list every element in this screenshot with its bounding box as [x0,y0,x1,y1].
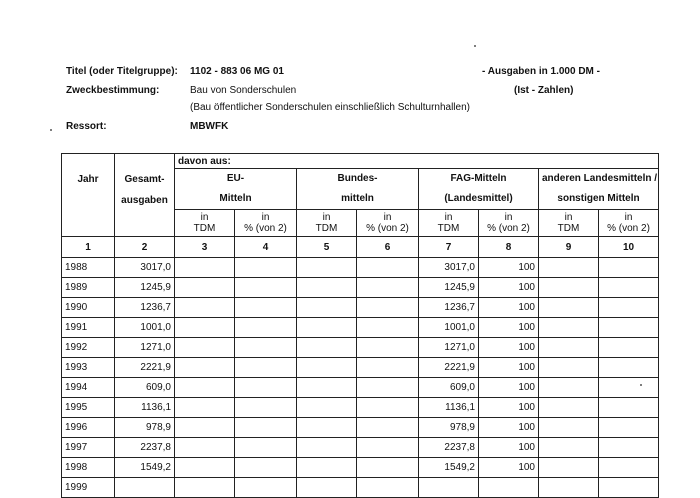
cell-eu-tdm [175,338,235,358]
cell-eu-tdm [175,378,235,398]
cell-eu-tdm [175,258,235,278]
col-number: 8 [479,237,539,258]
cell-bund-pct [357,378,419,398]
col-number: 4 [235,237,297,258]
cell-fag-tdm: 1271,0 [419,338,479,358]
cell-fag-pct: 100 [479,338,539,358]
sub-in: in [564,212,573,223]
titel-label: Titel (oder Titelgruppe): [66,66,178,77]
cell-eu-pct [235,478,297,498]
cell-gesamt: 1136,1 [115,398,175,418]
cell-jahr: 1991 [62,318,115,338]
cell-fag-tdm [419,478,479,498]
cell-gesamt: 1245,9 [115,278,175,298]
cell-fag-pct: 100 [479,418,539,438]
cell-jahr: 1995 [62,398,115,418]
sub-in: in [200,212,209,223]
cell-fag-tdm: 609,0 [419,378,479,398]
cell-andere-pct [599,298,659,318]
cell-gesamt: 1549,2 [115,458,175,478]
sub-bund-pct [357,210,419,237]
table-row [62,378,659,398]
cell-andere-pct [599,278,659,298]
cell-bund-pct [357,338,419,358]
col-number: 3 [175,237,235,258]
table-row [62,338,659,358]
cell-fag-pct: 100 [479,438,539,458]
col-number: 1 [62,237,115,258]
cell-gesamt: 978,9 [115,418,175,438]
cell-bund-tdm [297,458,357,478]
davon-aus-header: davon aus: [175,154,659,169]
group-fag-line1: FAG-Mitteln [450,173,507,184]
col-gesamt-line1: Gesamt- [124,174,165,185]
cell-eu-tdm [175,398,235,418]
cell-andere-tdm [539,458,599,478]
cell-eu-pct [235,278,297,298]
cell-bund-tdm [297,378,357,398]
cell-fag-tdm: 1236,7 [419,298,479,318]
cell-andere-tdm [539,358,599,378]
cell-bund-pct [357,298,419,318]
cell-andere-tdm [539,438,599,458]
cell-eu-tdm [175,478,235,498]
cell-jahr: 1999 [62,478,115,498]
cell-gesamt [115,478,175,498]
cell-fag-pct: 100 [479,258,539,278]
col-gesamt-line2: ausgaben [121,195,168,206]
sub-von2: % (von 2) [607,223,650,234]
cell-fag-pct: 100 [479,458,539,478]
header-row-1 [62,154,659,169]
scan-speck [474,45,476,47]
sub-von2: % (von 2) [244,223,287,234]
cell-gesamt: 2221,9 [115,358,175,378]
cell-andere-tdm [539,318,599,338]
sub-eu-pct [235,210,297,237]
cell-fag-tdm: 1001,0 [419,318,479,338]
col-number: 2 [115,237,175,258]
ressort-label: Ressort: [66,121,107,132]
cell-eu-pct [235,418,297,438]
cell-eu-pct [235,358,297,378]
cell-bund-tdm [297,278,357,298]
cell-fag-tdm: 978,9 [419,418,479,438]
sub-andere-tdm [539,210,599,237]
sub-in: in [624,212,633,223]
group-bund-header [297,169,419,210]
cell-jahr: 1990 [62,298,115,318]
sub-von2: % (von 2) [366,223,409,234]
group-andere-header [539,169,659,210]
cell-jahr: 1997 [62,438,115,458]
cell-eu-pct [235,338,297,358]
cell-bund-tdm [297,338,357,358]
cell-andere-pct [599,338,659,358]
cell-andere-tdm [539,398,599,418]
cell-bund-tdm [297,478,357,498]
sub-fag-pct [479,210,539,237]
ressort-value: MBWFK [190,121,229,132]
sub-in: in [261,212,270,223]
cell-fag-tdm: 1549,2 [419,458,479,478]
cell-fag-pct: 100 [479,318,539,338]
cell-eu-tdm [175,278,235,298]
zweck-label: Zweckbestimmung: [66,85,160,96]
cell-gesamt: 609,0 [115,378,175,398]
cell-jahr: 1988 [62,258,115,278]
cell-andere-pct [599,318,659,338]
cell-andere-pct [599,418,659,438]
cell-fag-tdm: 3017,0 [419,258,479,278]
group-eu-header [175,169,297,210]
cell-gesamt: 2237,8 [115,438,175,458]
cell-andere-pct [599,358,659,378]
cell-andere-tdm [539,298,599,318]
cell-jahr: 1998 [62,458,115,478]
cell-bund-pct [357,458,419,478]
col-number: 5 [297,237,357,258]
cell-bund-tdm [297,438,357,458]
col-number: 6 [357,237,419,258]
sub-von2: % (von 2) [487,223,530,234]
sub-eu-tdm [175,210,235,237]
cell-eu-tdm [175,298,235,318]
sub-tdm: TDM [557,223,580,234]
col-number: 10 [599,237,659,258]
cell-jahr: 1996 [62,418,115,438]
cell-bund-pct [357,258,419,278]
cell-gesamt: 1001,0 [115,318,175,338]
table-row [62,438,659,458]
table-row [62,458,659,478]
sub-andere-pct [599,210,659,237]
cell-andere-tdm [539,338,599,358]
col-jahr-header: Jahr [62,154,115,237]
cell-eu-pct [235,398,297,418]
column-number-row [62,237,659,258]
cell-fag-pct: 100 [479,398,539,418]
cell-bund-tdm [297,318,357,338]
cell-eu-tdm [175,318,235,338]
cell-andere-pct [599,478,659,498]
table-row [62,278,659,298]
cell-gesamt: 1271,0 [115,338,175,358]
col-number: 9 [539,237,599,258]
zweck-detail: (Bau öffentlicher Sonderschulen einschließlich Schulturnhallen) [190,102,470,113]
scan-speck [50,129,52,131]
cell-eu-tdm [175,418,235,438]
cell-gesamt: 3017,0 [115,258,175,278]
cell-eu-pct [235,258,297,278]
cell-bund-pct [357,478,419,498]
col-gesamt-header [115,154,175,237]
cell-fag-pct: 100 [479,358,539,378]
cell-fag-pct: 100 [479,378,539,398]
sub-tdm: TDM [315,223,338,234]
cell-eu-pct [235,458,297,478]
cell-fag-pct: 100 [479,298,539,318]
table-row [62,398,659,418]
group-andere-line2: sonstigen Mitteln [557,193,640,204]
cell-fag-tdm: 2221,9 [419,358,479,378]
cell-bund-pct [357,278,419,298]
cell-eu-tdm [175,358,235,378]
sub-bund-tdm [297,210,357,237]
group-andere-line1: anderen Landesmitteln / [542,173,658,184]
sub-tdm: TDM [193,223,216,234]
group-eu-line2: Mitteln [219,193,252,204]
sub-fag-tdm [419,210,479,237]
cell-bund-pct [357,418,419,438]
group-fag-line2: (Landesmittel) [444,193,513,204]
cell-bund-tdm [297,418,357,438]
zweck-value: Bau von Sonderschulen [190,85,297,96]
cell-andere-pct [599,458,659,478]
cell-fag-tdm: 2237,8 [419,438,479,458]
cell-eu-pct [235,298,297,318]
cell-jahr: 1992 [62,338,115,358]
cell-andere-tdm [539,418,599,438]
group-bund-line2: mitteln [341,193,374,204]
table-row [62,478,659,498]
cell-jahr: 1993 [62,358,115,378]
table-row [62,258,659,278]
sub-in: in [322,212,331,223]
expenditure-table [61,153,659,498]
cell-fag-pct [479,478,539,498]
group-fag-header [419,169,539,210]
cell-bund-pct [357,398,419,418]
cell-bund-tdm [297,298,357,318]
cell-eu-tdm [175,458,235,478]
table-row [62,298,659,318]
cell-andere-pct [599,398,659,418]
cell-jahr: 1989 [62,278,115,298]
cell-bund-pct [357,438,419,458]
cell-bund-tdm [297,398,357,418]
cell-fag-pct: 100 [479,278,539,298]
cell-andere-pct [599,258,659,278]
titel-value: 1102 - 883 06 MG 01 [190,66,284,77]
sub-tdm: TDM [437,223,460,234]
sub-in: in [383,212,392,223]
cell-eu-tdm [175,438,235,458]
cell-fag-tdm: 1136,1 [419,398,479,418]
table-row [62,318,659,338]
cell-gesamt: 1236,7 [115,298,175,318]
cell-bund-tdm [297,258,357,278]
table-row [62,418,659,438]
cell-bund-pct [357,318,419,338]
group-eu-line1: EU- [226,173,245,184]
ist-note: (Ist - Zahlen) [514,85,574,96]
cell-andere-tdm [539,258,599,278]
cell-fag-tdm: 1245,9 [419,278,479,298]
cell-eu-pct [235,438,297,458]
cell-andere-tdm [539,378,599,398]
cell-jahr: 1994 [62,378,115,398]
col-number: 7 [419,237,479,258]
table-row [62,358,659,378]
cell-andere-pct [599,438,659,458]
unit-note: - Ausgaben in 1.000 DM - [482,66,600,77]
group-bund-line1: Bundes- [337,173,378,184]
cell-eu-pct [235,378,297,398]
cell-andere-pct [599,378,659,398]
cell-andere-tdm [539,478,599,498]
cell-eu-pct [235,318,297,338]
cell-andere-tdm [539,278,599,298]
sub-in: in [504,212,513,223]
cell-bund-pct [357,358,419,378]
sub-in: in [444,212,453,223]
cell-bund-tdm [297,358,357,378]
